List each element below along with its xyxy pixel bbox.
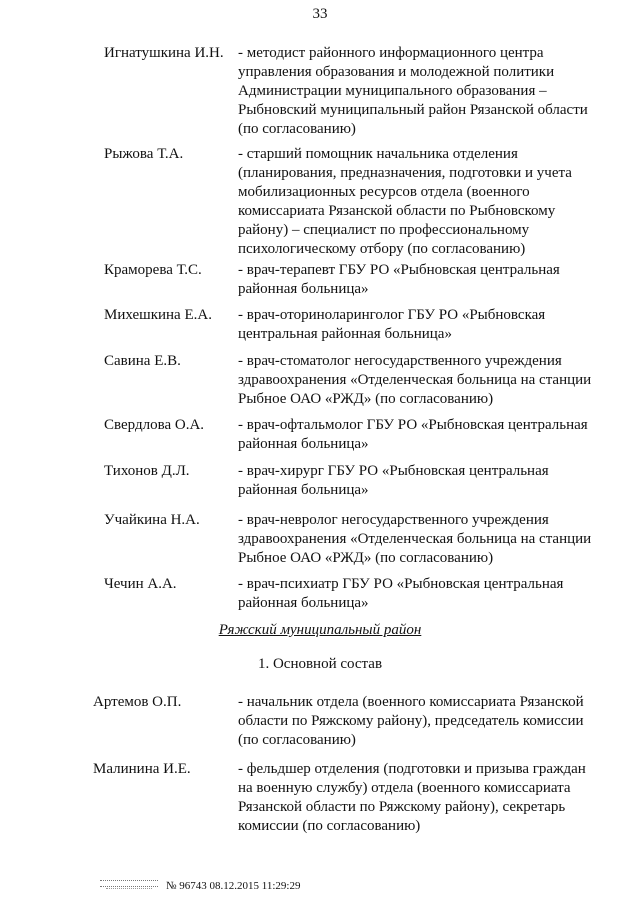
member-name: Учайкина Н.А.: [104, 512, 200, 528]
member-description: - старший помощник начальника отделения (планирования, предназначения, подготовки и учета мобилизационных ресурсов отдела (военного комиссариата Рязанской области по Рыбновскому району) – специалист по профессиональному психологическому отбору (по согласованию): [238, 146, 572, 257]
member-name: Малинина И.Е.: [93, 761, 191, 777]
member-name: Тихонов Д.Л.: [104, 463, 190, 479]
member-name: Савина Е.В.: [104, 353, 181, 369]
member-name: Чечин А.А.: [104, 576, 177, 592]
member-description: - врач-хирург ГБУ РО «Рыбновская центральная районная больница»: [238, 463, 549, 498]
member-name: Михешкина Е.А.: [104, 307, 212, 323]
member-description: - врач-оториноларинголог ГБУ РО «Рыбновская центральная районная больница»: [238, 307, 546, 342]
member-description: - методист районного информационного центра управления образования и молодежной политики Администрации муниципального образования – Рыбновский муниципальный район Рязанской области (по согласованию): [238, 45, 588, 137]
member-description: - врач-психиатр ГБУ РО «Рыбновская центральная районная больница»: [238, 576, 564, 611]
document-footer: [100, 878, 300, 894]
member-description: - начальник отдела (военного комиссариата Рязанской области по Ряжскому району), председатель комиссии (по согласованию): [238, 694, 584, 748]
section-title-text: Ряжский муниципальный район: [218, 622, 422, 638]
member-description: - врач-стоматолог негосударственного учреждения здравоохранения «Отделенческая больница на станции Рыбное ОАО «РЖД» (по согласованию): [238, 353, 592, 407]
section-title: [0, 622, 640, 639]
subsection-title: 1. Основной состав: [257, 656, 383, 672]
member-name: Игнатушкина И.Н.: [104, 45, 224, 61]
document-registration-number: № 96743 08.12.2015 11:29:29: [166, 880, 301, 892]
barcode-stamp-icon: [100, 878, 160, 894]
member-name: Артемов О.П.: [93, 694, 182, 710]
member-name: Краморева Т.С.: [104, 262, 202, 278]
member-description: - фельдшер отделения (подготовки и призыва граждан на военную службу) отдела (военного комиссариата Рязанской области по Ряжскому району), секретарь комиссии (по согласованию): [238, 761, 586, 834]
member-name: Свердлова О.А.: [104, 417, 205, 433]
member-description: - врач-невролог негосударственного учреждения здравоохранения «Отделенческая больница на станции Рыбное ОАО «РЖД» (по согласованию): [238, 512, 592, 566]
member-description: - врач-офтальмолог ГБУ РО «Рыбновская центральная районная больница»: [238, 417, 588, 452]
member-name: Рыжова Т.А.: [104, 146, 184, 162]
page-number: 33: [312, 6, 328, 22]
member-description: - врач-терапевт ГБУ РО «Рыбновская центральная районная больница»: [238, 262, 560, 297]
